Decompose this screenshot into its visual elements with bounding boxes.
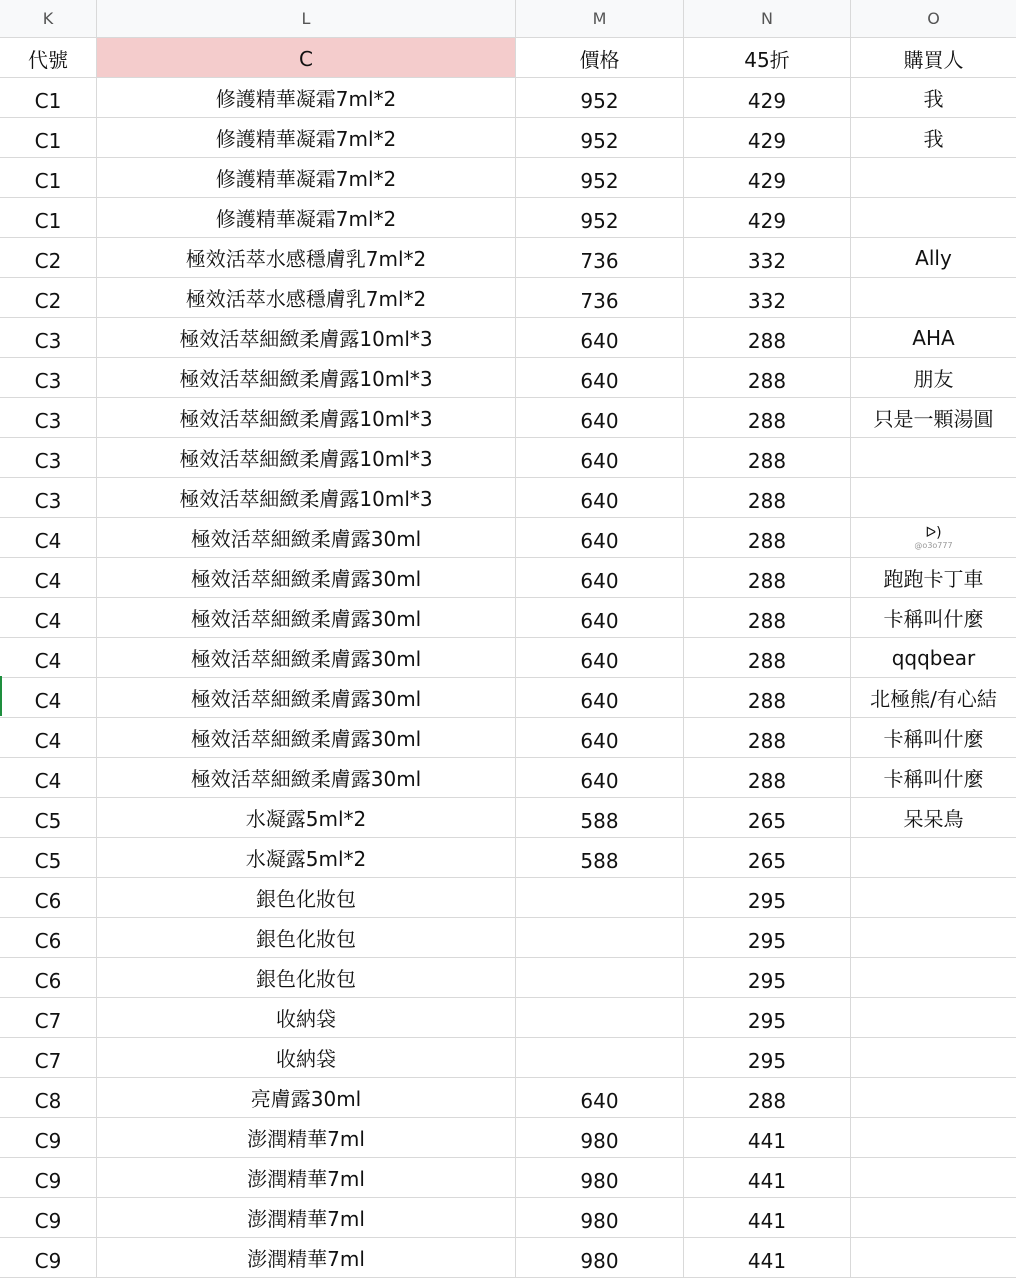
buyer-cell[interactable] <box>851 1158 1016 1197</box>
code-cell[interactable]: C7 <box>0 1038 97 1077</box>
buyer-cell[interactable] <box>851 438 1016 477</box>
table-row <box>0 1158 1016 1198</box>
code-cell[interactable]: C4 <box>0 518 97 557</box>
code-cell[interactable]: C5 <box>0 838 97 877</box>
buyer-cell[interactable]: 跑跑卡丁車 <box>883 567 984 591</box>
price-cell[interactable] <box>516 878 684 917</box>
buyer-cell[interactable] <box>851 278 1016 317</box>
header-cell-code[interactable]: 代號 <box>0 38 97 77</box>
header-cell-discount[interactable]: 45折 <box>684 38 851 77</box>
table-header-row <box>0 38 1016 78</box>
code-cell[interactable]: C9 <box>0 1158 97 1197</box>
item-name-cell[interactable]: 極效活萃細緻柔膚露30ml <box>97 758 516 797</box>
table-row <box>0 438 1016 478</box>
code-cell[interactable]: C1 <box>0 78 97 117</box>
discount-cell[interactable]: 295 <box>684 918 851 957</box>
discount-cell[interactable]: 288 <box>684 438 851 477</box>
buyer-cell[interactable]: AHA <box>912 325 955 350</box>
item-name-cell[interactable]: 水凝露5ml*2 <box>97 798 516 837</box>
buyer-cell[interactable] <box>851 1078 1016 1117</box>
code-cell[interactable]: C6 <box>0 918 97 957</box>
item-name-cell[interactable]: 銀色化妝包 <box>97 878 516 917</box>
item-name-cell[interactable]: 修護精華凝霜7ml*2 <box>97 118 516 157</box>
code-cell[interactable]: C6 <box>0 878 97 917</box>
table-row <box>0 998 1016 1038</box>
buyer-cell[interactable]: 我 <box>923 87 944 111</box>
price-cell[interactable]: 736 <box>516 278 684 317</box>
code-cell[interactable]: C4 <box>0 718 97 757</box>
price-cell[interactable]: 588 <box>516 838 684 877</box>
code-cell[interactable]: C9 <box>0 1118 97 1157</box>
code-cell[interactable]: C7 <box>0 998 97 1037</box>
buyer-cell[interactable]: 朋友 <box>913 367 954 391</box>
discount-cell[interactable]: 295 <box>684 878 851 917</box>
price-cell[interactable] <box>516 918 684 957</box>
price-cell[interactable] <box>516 998 684 1037</box>
table-row <box>0 678 1016 718</box>
table-row <box>0 638 1016 678</box>
buyer-cell[interactable]: 呆呆鳥 <box>903 807 964 831</box>
table-row <box>0 158 1016 198</box>
header-cell-price[interactable]: 價格 <box>516 38 684 77</box>
price-cell[interactable] <box>516 958 684 997</box>
discount-cell[interactable]: 265 <box>684 838 851 877</box>
badge-glyph-icon: ᐅ) <box>925 524 942 541</box>
column-header-n[interactable]: N <box>684 0 851 37</box>
table-row <box>0 1078 1016 1118</box>
buyer-cell[interactable] <box>851 1118 1016 1157</box>
item-name-cell[interactable]: 修護精華凝霜7ml*2 <box>97 78 516 117</box>
discount-cell[interactable]: 441 <box>684 1238 851 1277</box>
discount-cell[interactable]: 332 <box>684 238 851 277</box>
price-cell[interactable]: 640 <box>516 398 684 437</box>
discount-cell[interactable]: 295 <box>684 998 851 1037</box>
price-cell[interactable]: 952 <box>516 78 684 117</box>
buyer-cell[interactable]: 只是一顆湯圓 <box>873 407 994 431</box>
code-cell[interactable]: C3 <box>0 358 97 397</box>
discount-cell[interactable]: 288 <box>684 598 851 637</box>
item-name-cell[interactable]: 極效活萃細緻柔膚露10ml*3 <box>97 438 516 477</box>
table-row <box>0 798 1016 838</box>
discount-cell[interactable]: 332 <box>684 278 851 317</box>
price-cell[interactable]: 640 <box>516 358 684 397</box>
discount-cell[interactable]: 429 <box>684 78 851 117</box>
buyer-cell[interactable] <box>851 158 1016 197</box>
item-name-cell[interactable]: 極效活萃細緻柔膚露10ml*3 <box>97 478 516 517</box>
discount-cell[interactable]: 295 <box>684 1038 851 1077</box>
table-row <box>0 558 1016 598</box>
item-name-cell[interactable]: 極效活萃細緻柔膚露30ml <box>97 718 516 757</box>
item-name-cell[interactable]: 收納袋 <box>97 1038 516 1077</box>
code-cell[interactable]: C4 <box>0 598 97 637</box>
code-cell[interactable]: C3 <box>0 438 97 477</box>
buyer-cell[interactable]: 卡稱叫什麼 <box>883 607 984 631</box>
price-cell[interactable]: 640 <box>516 758 684 797</box>
discount-cell[interactable]: 288 <box>684 398 851 437</box>
table-row <box>0 878 1016 918</box>
price-cell[interactable]: 588 <box>516 798 684 837</box>
code-cell[interactable]: C6 <box>0 958 97 997</box>
discount-cell[interactable]: 288 <box>684 558 851 597</box>
table-body <box>0 78 1016 1278</box>
discount-cell[interactable]: 288 <box>684 318 851 357</box>
table-row <box>0 758 1016 798</box>
price-cell[interactable]: 640 <box>516 638 684 677</box>
code-cell[interactable]: C4 <box>0 638 97 677</box>
discount-cell[interactable]: 429 <box>684 198 851 237</box>
buyer-cell[interactable] <box>851 958 1016 997</box>
item-name-cell[interactable]: 極效活萃細緻柔膚露30ml <box>97 558 516 597</box>
discount-cell[interactable]: 295 <box>684 958 851 997</box>
price-cell[interactable]: 640 <box>516 318 684 357</box>
price-cell[interactable]: 640 <box>516 598 684 637</box>
price-cell[interactable]: 640 <box>516 438 684 477</box>
code-cell[interactable]: C2 <box>0 238 97 277</box>
code-cell[interactable]: C4 <box>0 678 97 717</box>
buyer-cell[interactable]: 北極熊/有心結 <box>870 687 997 711</box>
code-cell[interactable]: C4 <box>0 758 97 797</box>
table-row <box>0 1238 1016 1278</box>
buyer-cell[interactable] <box>851 478 1016 517</box>
discount-cell[interactable]: 288 <box>684 638 851 677</box>
item-name-cell[interactable]: 極效活萃細緻柔膚露30ml <box>97 678 516 717</box>
table-row <box>0 1198 1016 1238</box>
buyer-cell[interactable]: 卡稱叫什麼 <box>883 767 984 791</box>
code-cell[interactable]: C2 <box>0 278 97 317</box>
buyer-cell[interactable]: 卡稱叫什麼 <box>883 727 984 751</box>
price-cell[interactable]: 640 <box>516 718 684 757</box>
code-cell[interactable]: C8 <box>0 1078 97 1117</box>
discount-cell[interactable]: 441 <box>684 1198 851 1237</box>
item-name-cell[interactable]: 澎潤精華7ml <box>97 1158 516 1197</box>
table-row <box>0 918 1016 958</box>
price-cell[interactable]: 980 <box>516 1238 684 1277</box>
code-cell[interactable]: C5 <box>0 798 97 837</box>
discount-cell[interactable]: 265 <box>684 798 851 837</box>
table-row <box>0 838 1016 878</box>
buyer-cell[interactable]: 我 <box>923 127 944 151</box>
discount-cell[interactable]: 441 <box>684 1158 851 1197</box>
table-row <box>0 718 1016 758</box>
table-row <box>0 238 1016 278</box>
item-name-cell[interactable]: 極效活萃細緻柔膚露30ml <box>97 598 516 637</box>
column-header-row <box>0 0 1016 38</box>
item-name-cell[interactable]: 極效活萃細緻柔膚露10ml*3 <box>97 398 516 437</box>
discount-cell[interactable]: 429 <box>684 158 851 197</box>
code-cell[interactable]: C1 <box>0 198 97 237</box>
code-cell[interactable]: C3 <box>0 318 97 357</box>
code-cell[interactable]: C1 <box>0 158 97 197</box>
item-name-cell[interactable]: 極效活萃水感穩膚乳7ml*2 <box>97 278 516 317</box>
table-row <box>0 1038 1016 1078</box>
buyer-cell[interactable] <box>851 518 1016 557</box>
code-cell[interactable]: C9 <box>0 1198 97 1237</box>
column-header-k[interactable]: K <box>0 0 97 37</box>
table-row <box>0 118 1016 158</box>
discount-cell[interactable]: 288 <box>684 358 851 397</box>
discount-cell[interactable]: 288 <box>684 718 851 757</box>
buyer-cell[interactable]: Ally <box>915 245 952 270</box>
discount-cell[interactable]: 288 <box>684 478 851 517</box>
discount-cell[interactable]: 429 <box>684 118 851 157</box>
buyer-cell[interactable]: qqqbear <box>891 645 976 670</box>
buyer-cell[interactable] <box>851 1038 1016 1077</box>
row-selection-marker <box>0 676 2 716</box>
item-name-cell[interactable]: 銀色化妝包 <box>97 958 516 997</box>
price-cell[interactable]: 640 <box>516 558 684 597</box>
header-cell-buyer[interactable]: 購買人 <box>903 48 964 72</box>
price-cell[interactable]: 980 <box>516 1198 684 1237</box>
column-header-l[interactable]: L <box>97 0 516 37</box>
table-row <box>0 78 1016 118</box>
price-cell[interactable]: 640 <box>516 478 684 517</box>
price-cell[interactable]: 640 <box>516 518 684 557</box>
buyer-cell[interactable] <box>851 1198 1016 1237</box>
discount-cell[interactable]: 288 <box>684 518 851 557</box>
item-name-cell[interactable]: 收納袋 <box>97 998 516 1037</box>
price-cell[interactable]: 640 <box>516 678 684 717</box>
code-cell[interactable]: C3 <box>0 398 97 437</box>
item-name-cell[interactable]: 澎潤精華7ml <box>97 1198 516 1237</box>
table-row <box>0 1118 1016 1158</box>
price-cell[interactable]: 952 <box>516 118 684 157</box>
table-row <box>0 358 1016 398</box>
badge-handle: @o3o777 <box>914 540 953 550</box>
code-cell[interactable]: C3 <box>0 478 97 517</box>
item-name-cell[interactable]: 水凝露5ml*2 <box>97 838 516 877</box>
price-cell[interactable]: 736 <box>516 238 684 277</box>
buyer-cell[interactable] <box>851 878 1016 917</box>
buyer-avatar-badge <box>914 526 952 550</box>
price-cell[interactable]: 952 <box>516 158 684 197</box>
column-header-o[interactable]: O <box>927 9 940 28</box>
item-name-cell[interactable]: 澎潤精華7ml <box>97 1238 516 1277</box>
buyer-cell[interactable] <box>851 198 1016 237</box>
price-cell[interactable]: 952 <box>516 198 684 237</box>
price-cell[interactable]: 980 <box>516 1158 684 1197</box>
item-name-cell[interactable]: 極效活萃細緻柔膚露30ml <box>97 518 516 557</box>
code-cell[interactable]: C4 <box>0 558 97 597</box>
discount-cell[interactable]: 288 <box>684 678 851 717</box>
buyer-cell[interactable] <box>851 998 1016 1037</box>
item-name-cell[interactable]: 澎潤精華7ml <box>97 1118 516 1157</box>
table-row <box>0 318 1016 358</box>
buyer-cell[interactable] <box>851 1238 1016 1277</box>
buyer-cell[interactable] <box>851 838 1016 877</box>
item-name-cell[interactable]: 極效活萃細緻柔膚露10ml*3 <box>97 358 516 397</box>
table-row <box>0 478 1016 518</box>
discount-cell[interactable]: 441 <box>684 1118 851 1157</box>
item-name-cell[interactable]: 極效活萃水感穩膚乳7ml*2 <box>97 238 516 277</box>
code-cell[interactable]: C9 <box>0 1238 97 1277</box>
discount-cell[interactable]: 288 <box>684 1078 851 1117</box>
code-cell[interactable]: C1 <box>0 118 97 157</box>
buyer-cell[interactable] <box>851 918 1016 957</box>
item-name-cell[interactable]: 修護精華凝霜7ml*2 <box>97 198 516 237</box>
table-row <box>0 518 1016 558</box>
item-name-cell[interactable]: 銀色化妝包 <box>97 918 516 957</box>
price-cell[interactable]: 980 <box>516 1118 684 1157</box>
table-row <box>0 198 1016 238</box>
column-header-m[interactable]: M <box>516 0 684 37</box>
discount-cell[interactable]: 288 <box>684 758 851 797</box>
header-cell-name[interactable]: C <box>97 38 516 77</box>
price-cell[interactable] <box>516 1038 684 1077</box>
item-name-cell[interactable]: 極效活萃細緻柔膚露10ml*3 <box>97 318 516 357</box>
table-row <box>0 278 1016 318</box>
price-cell[interactable]: 640 <box>516 1078 684 1117</box>
item-name-cell[interactable]: 極效活萃細緻柔膚露30ml <box>97 638 516 677</box>
item-name-cell[interactable]: 修護精華凝霜7ml*2 <box>97 158 516 197</box>
table-row <box>0 958 1016 998</box>
table-row <box>0 598 1016 638</box>
item-name-cell[interactable]: 亮膚露30ml <box>97 1078 516 1117</box>
table-row <box>0 398 1016 438</box>
